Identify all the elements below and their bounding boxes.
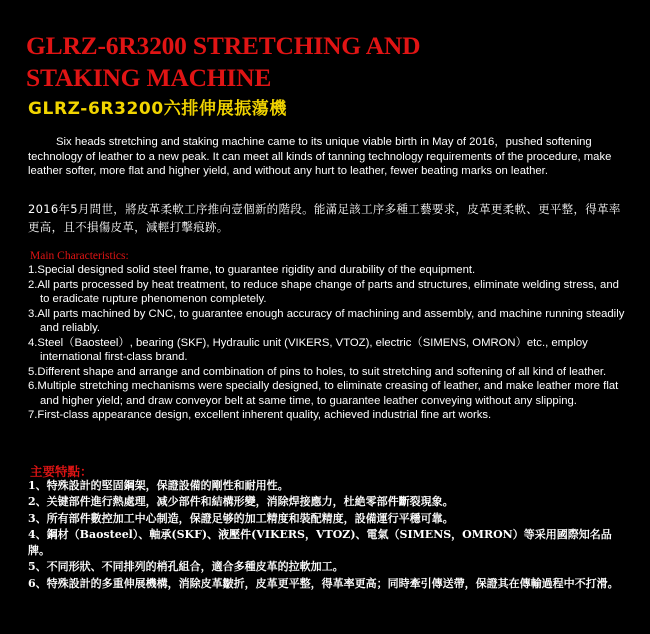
feature-item-en: 2.All parts processed by heat treatment, to reduce shape change of parts and structures, eliminate welding stress, and to eradicate rupture phenomenon completely. (28, 278, 619, 305)
page-title (26, 30, 420, 94)
main-features-heading-chinese: 主要特點： (30, 464, 93, 479)
feature-item-cn: 5、不同形狀、不同排列的梢孔組合，適合多種皮革的拉軟加工。 (28, 560, 344, 574)
features-list-chinese (28, 478, 626, 592)
feature-item-en: 6.Multiple stretching mechanisms were specially designed, to eliminate creasing of leather, and make leather more flat and higher yield; and draw conveyor belt at same time, to guarantee leather conveying without any slipping. (28, 380, 619, 407)
feature-item-cn: 4、鋼材（Baosteel）、軸承(SKF)、液壓件(VIKERS，VTOZ)、電氣（SIMENS，OMRON）等采用國際知名品牌。 (28, 527, 612, 558)
feature-item-cn: 2、关键部件進行熱處理，减少部件和結構形變，消除焊接應力，杜絶零部件斷裂現象。 (28, 495, 454, 509)
intro-paragraph-english: Six heads stretching and staking machine came to its unique viable birth in May of 2016，pushed softening technology of leather to a new peak. It can meet all kinds of tanning technology requirements of the procedure, make leather softer, more flat and higher yield, and without any hurt to leather, fewer beating marks on leather. (28, 136, 612, 177)
main-characteristics-heading: Main Characteristics: (30, 250, 129, 262)
feature-item-en: 5.Different shape and arrange and combination of pins to holes, to suit stretching and softening of all kind of leather. (28, 365, 607, 378)
feature-item-cn: 3、所有部件數控加工中心制造，保證足够的加工精度和裝配精度，設備運行平穩可靠。 (28, 511, 454, 525)
feature-item-en: 7.First-class appearance design, excellent inherent quality, achieved industrial fine art works. (28, 409, 492, 421)
chinese-subtitle: GLRZ-6R3200六排伸展振蕩機 (28, 99, 287, 119)
feature-item-en: 4.Steel（Baosteel）, bearing (SKF), Hydraulic unit (VIKERS, VTOZ), electric（SIMENS, OMRON）etc., employ international first-class brand. (28, 336, 588, 363)
feature-item-en: 1.Special designed solid steel frame, to guarantee rigidity and durability of the equipment. (28, 264, 476, 276)
intro-paragraph-chinese: 2016年5月問世，將皮革柔軟工序推向壹個新的階段。能滿足該工序多種工藝要求，皮革更柔軟、更平整，得革率更高，且不損傷皮革，減輕打擊痕跡。 (28, 202, 621, 234)
page-title-line-1: GLRZ-6R3200 STRETCHING AND (26, 31, 421, 60)
feature-item-en: 3.All parts machined by CNC, to guarantee enough accuracy of machining and assembly, and machine running steadily and reliably. (28, 307, 625, 334)
features-list-english (28, 263, 628, 423)
page-title-line-2: STAKING MACHINE (26, 63, 272, 92)
feature-item-cn: 6、特殊設計的多重伸展機構，消除皮革皺折，皮革更平整，得革率更高；同時牽引傳送帶，保證其在傳輸過程中不打滑。 (28, 576, 619, 590)
feature-item-cn: 1、特殊設計的堅固鋼架，保證設備的剛性和耐用性。 (28, 479, 289, 492)
